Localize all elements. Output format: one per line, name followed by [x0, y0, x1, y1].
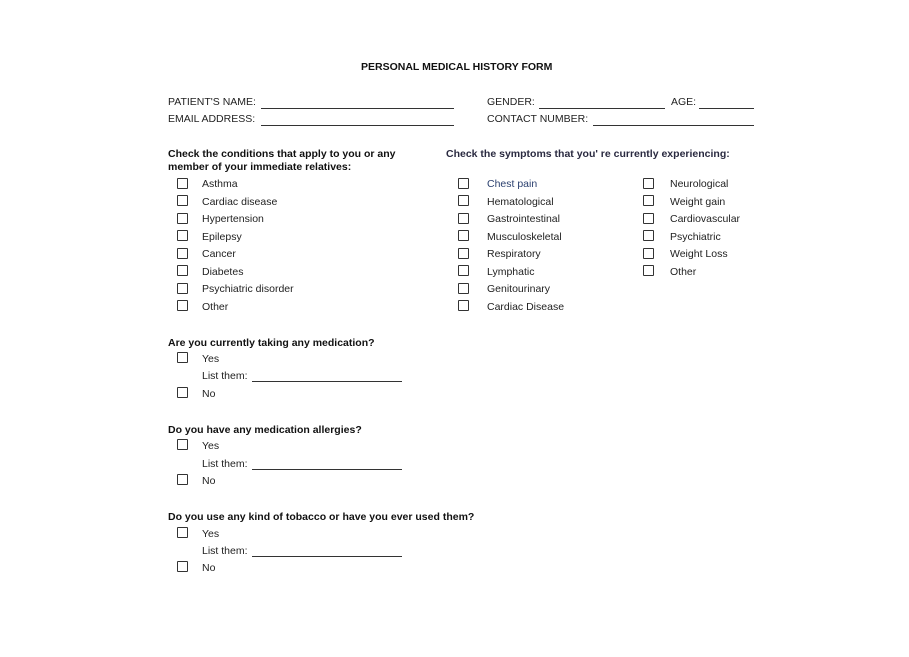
allergies-question: Do you have any medication allergies?	[168, 424, 362, 436]
condition-label: Epilepsy	[202, 231, 242, 243]
checkbox-allergies-yes[interactable]	[177, 439, 188, 450]
allergies-list-label: List them:	[202, 458, 248, 470]
checkbox-tobacco-no[interactable]	[177, 561, 188, 572]
checkbox-cardiac-disease-symptom[interactable]	[458, 300, 469, 311]
tobacco-no-label: No	[202, 562, 216, 574]
symptom-label: Chest pain	[487, 178, 538, 190]
checkbox-chest-pain[interactable]	[458, 178, 469, 189]
condition-label: Asthma	[202, 178, 238, 190]
gender-field[interactable]	[539, 108, 665, 109]
checkbox-tobacco-yes[interactable]	[177, 527, 188, 538]
symptom-label: Gastrointestinal	[487, 213, 560, 225]
checkbox-cardiovascular[interactable]	[643, 213, 654, 224]
symptom-label: Weight Loss	[670, 248, 728, 260]
condition-label: Psychiatric disorder	[202, 283, 294, 295]
checkbox-weight-gain[interactable]	[643, 195, 654, 206]
symptoms-heading: Check the symptoms that you' re currently experiencing:	[446, 148, 730, 160]
patient-name-field[interactable]	[261, 108, 454, 109]
medication-yes-label: Yes	[202, 353, 220, 365]
symptom-label: Hematological	[487, 196, 554, 208]
checkbox-medication-yes[interactable]	[177, 352, 188, 363]
checkbox-epilepsy[interactable]	[177, 230, 188, 241]
checkbox-medication-no[interactable]	[177, 387, 188, 398]
condition-label: Hypertension	[202, 213, 264, 225]
checkbox-genitourinary[interactable]	[458, 283, 469, 294]
contact-field[interactable]	[593, 125, 754, 126]
checkbox-weight-loss[interactable]	[643, 248, 654, 259]
symptom-label: Neurological	[670, 178, 729, 190]
symptom-label: Weight gain	[670, 196, 726, 208]
checkbox-lymphatic[interactable]	[458, 265, 469, 276]
medication-list-label: List them:	[202, 370, 248, 382]
age-label: AGE:	[671, 96, 697, 108]
email-label: EMAIL ADDRESS:	[168, 113, 256, 125]
gender-label: GENDER:	[487, 96, 535, 108]
condition-label: Diabetes	[202, 266, 244, 278]
condition-label: Cancer	[202, 248, 236, 260]
checkbox-psychiatric[interactable]	[643, 230, 654, 241]
checkbox-respiratory[interactable]	[458, 248, 469, 259]
condition-label: Other	[202, 301, 229, 313]
checkbox-cancer[interactable]	[177, 248, 188, 259]
medication-question: Are you currently taking any medication?	[168, 337, 375, 349]
form-title: PERSONAL MEDICAL HISTORY FORM	[361, 61, 553, 73]
checkbox-psychiatric-disorder[interactable]	[177, 283, 188, 294]
checkbox-allergies-no[interactable]	[177, 474, 188, 485]
symptom-label: Cardiac Disease	[487, 301, 565, 313]
condition-label: Cardiac disease	[202, 196, 278, 208]
checkbox-asthma[interactable]	[177, 178, 188, 189]
patient-name-label: PATIENT'S NAME:	[168, 96, 256, 108]
symptom-label: Other	[670, 266, 697, 278]
checkbox-diabetes[interactable]	[177, 265, 188, 276]
tobacco-question: Do you use any kind of tobacco or have you ever used them?	[168, 511, 475, 523]
checkbox-neurological[interactable]	[643, 178, 654, 189]
checkbox-hypertension[interactable]	[177, 213, 188, 224]
contact-label: CONTACT NUMBER:	[487, 113, 589, 125]
symptom-label: Genitourinary	[487, 283, 551, 295]
symptom-label: Cardiovascular	[670, 213, 741, 225]
allergies-yes-label: Yes	[202, 440, 220, 452]
symptom-label: Respiratory	[487, 248, 541, 260]
symptom-label: Musculoskeletal	[487, 231, 562, 243]
checkbox-musculoskeletal[interactable]	[458, 230, 469, 241]
medication-list-field[interactable]	[252, 381, 402, 382]
symptom-label: Psychiatric	[670, 231, 721, 243]
email-field[interactable]	[261, 125, 454, 126]
checkbox-gastrointestinal[interactable]	[458, 213, 469, 224]
conditions-heading: Check the conditions that apply to you or any member of your immediate relatives:	[168, 148, 396, 173]
checkbox-cardiac-disease[interactable]	[177, 195, 188, 206]
medication-no-label: No	[202, 388, 216, 400]
symptom-label: Lymphatic	[487, 266, 535, 278]
tobacco-list-label: List them:	[202, 545, 248, 557]
age-field[interactable]	[699, 108, 754, 109]
checkbox-hematological[interactable]	[458, 195, 469, 206]
tobacco-yes-label: Yes	[202, 528, 220, 540]
tobacco-list-field[interactable]	[252, 556, 402, 557]
checkbox-condition-other[interactable]	[177, 300, 188, 311]
checkbox-symptom-other[interactable]	[643, 265, 654, 276]
allergies-list-field[interactable]	[252, 469, 402, 470]
allergies-no-label: No	[202, 475, 216, 487]
